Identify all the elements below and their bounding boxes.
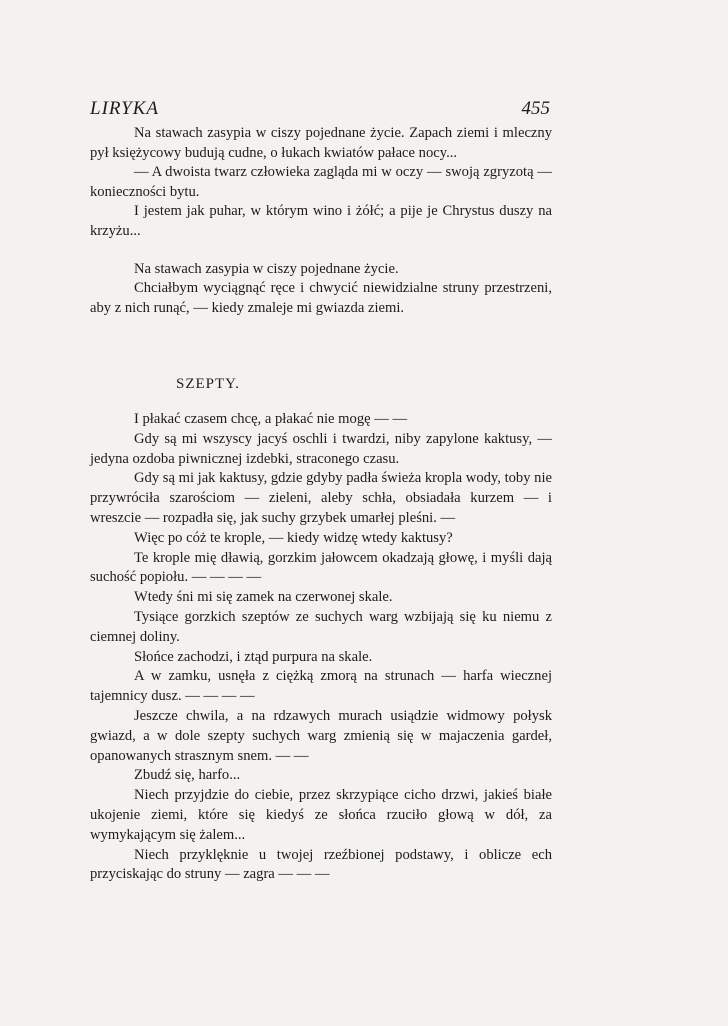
paragraph: Gdy są mi wszyscy jacyś oschli i twardzi, niby zapylone kaktusy, — jedyna ozdoba piwnicznej izdebki, straconego czasu. <box>90 430 552 467</box>
paragraph: Gdy są mi jak kaktusy, gdzie gdyby padła świeża kropla wody, toby nie przywróciła szarościom — zieleni, aleby schła, obsiadała kurzem — i wreszcie — rozpadła się, jak suchy grzybek umarłej pleśni. — <box>90 470 552 526</box>
stanza-gap <box>90 242 552 260</box>
paragraph: Zbudź się, harfo... <box>134 767 241 784</box>
paragraph: Więc po cóż te krople, — kiedy widzę wtedy kaktusy? <box>134 529 453 546</box>
paragraph: I jestem jak puhar, w którym wino i żółć; a pije je Chrystus duszy na krzyżu... <box>90 203 552 239</box>
paragraph: — A dwoista twarz człowieka zagląda mi w oczy — swoją zgryzotą — konieczności bytu. <box>90 164 552 200</box>
paragraph: A w zamku, usnęła z ciężką zmorą na strunach — harfa wiecznej tajemnicy dusz. — — — — <box>90 668 552 705</box>
paragraph: Chciałbym wyciągnąć ręce i chwycić niewidzialne struny przestrzeni, aby z nich runąć, — kiedy zmaleje mi gwiazda ziemi. <box>90 280 552 316</box>
paragraph: Jeszcze chwila, a na rdzawych murach usiądzie widmowy połysk gwiazd, a w dole szepty suchych warg zmienią się w majaczenia gardeł, opanowanych strasznym snem. — — <box>90 707 552 764</box>
poem-section-1 <box>90 124 552 318</box>
paragraph: Tysiące gorzkich szeptów ze suchych warg wzbijają się ku niemu z ciemnej doliny. <box>90 608 552 645</box>
paragraph: Niech przyjdzie do ciebie, przez skrzypiące cicho drzwi, jakieś białe ukojenie ziemi, które się kiedyś ze słońca rzuciło głową w dół, za wymykającym się żalem... <box>90 787 552 843</box>
paragraph: Wtedy śni mi się zamek na czerwonej skale. <box>134 589 393 606</box>
paragraph: Na stawach zasypia w ciszy pojednane życie. Zapach ziemi i mleczny pył księżycowy budują cudne, o łukach kwiatów pałace nocy... <box>90 125 552 161</box>
page-header <box>90 98 550 120</box>
page-number: 455 <box>521 98 550 119</box>
poem-section-2 <box>90 410 552 885</box>
paragraph: Słońce zachodzi, i ztąd purpura na skale. <box>134 648 373 665</box>
paragraph: Te krople mię dławią, gorzkim jałowcem okadzają głowę, i myśli dają suchość popiołu. — — — — <box>90 549 552 586</box>
running-title: LIRYKA <box>90 98 160 119</box>
paragraph: Niech przyklęknie u twojej rzeźbionej podstawy, i oblicze ech przyciskając do struny — zagra — — — <box>90 846 552 883</box>
section-title: SZEPTY. <box>176 376 240 392</box>
paragraph: I płakać czasem chcę, a płakać nie mogę — — <box>134 411 408 427</box>
paragraph: Na stawach zasypia w ciszy pojednane życie. <box>134 260 399 277</box>
